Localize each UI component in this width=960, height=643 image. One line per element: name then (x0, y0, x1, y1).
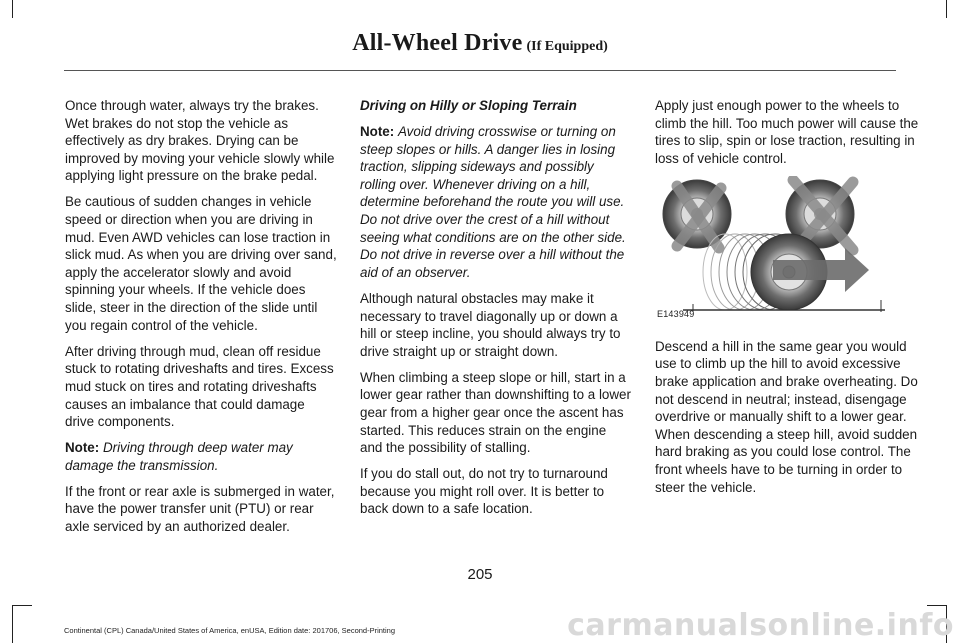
page-header (0, 30, 960, 57)
column-right (655, 97, 929, 505)
note (65, 439, 337, 474)
note-text: Driving through deep water may damage the transmission. (65, 440, 293, 473)
wheel-crossed-left (663, 180, 731, 248)
crop-mark (12, 605, 13, 643)
paragraph: Although natural obstacles may make it necessary to travel diagonally up or down a hill or steep incline, you should always try to drive straight up or straight down. (360, 290, 621, 359)
paragraph: If you do stall out, do not try to turnaround because you might roll over. It is better to back down to a safe location. (360, 466, 608, 517)
page-title: All-Wheel Drive (352, 30, 523, 56)
paragraph: If the front or rear axle is submerged in water, have the power transfer unit (PTU) or rear axle serviced by an authorized dealer. (65, 483, 335, 535)
note-label: Note: (360, 124, 395, 140)
note-label: Note: (65, 440, 100, 456)
figure-code: E143949 (657, 309, 695, 320)
paragraph: After driving through mud, clean off residue stuck to rotating driveshafts and tires. Excess mud stuck on tires and rotating driveshafts causes an imbalance that could damage drive components. (65, 343, 334, 430)
footer-edition: Continental (CPL) Canada/United States of America, enUSA, Edition date: 201706, Second-Printing (64, 626, 396, 635)
crop-mark (12, 605, 32, 606)
crop-mark (12, 0, 13, 18)
header-rule (64, 70, 896, 71)
column-left (65, 97, 337, 544)
paragraph: Apply just enough power to the wheels to climb the hill. Too much power will cause the tires to slip, spin or lose traction, resulting in loss of vehicle control. (655, 98, 919, 166)
paragraph: Be cautious of sudden changes in vehicle speed or direction when you are driving in mud. Even AWD vehicles can lose traction in slick mud. As when you are driving over sand, apply the accelerator slowly and avoid spinning your wheels. If the vehicle does slide, steer in the direction of the slide until you regain control of the vehicle. (65, 194, 337, 333)
paragraph: Descend a hill in the same gear you would use to climb up the hill to avoid excessive brake application and brake overheating. Do not descend in neutral; instead, disengage overdrive or manually shift to a lower gear. When descending a steep hill, avoid sudden hard braking as you could lose control. The front wheels have to be turning in order to steer the vehicle. (655, 338, 918, 495)
crop-mark (946, 0, 947, 18)
page-subtitle: (If Equipped) (526, 39, 608, 54)
crop-mark (927, 605, 947, 606)
paragraph: Once through water, always try the brakes. Wet brakes do not stop the vehicle as effectively as dry brakes. Drying can be improved by moving your vehicle slowly while applying light pressure on the brake pedal. (65, 98, 335, 184)
note-text: Avoid driving crosswise or turning on steep slopes or hills. A danger lies in losing traction, slipping sideways and possibly rolling over. Whenever driving on a hill, determine beforehand the route you will use. Do not drive over the crest of a hill without seeing what conditions are on the other side. Do not drive in reverse over a hill without the aid of an observer. (360, 124, 626, 280)
wheel-illustration (655, 176, 913, 326)
watermark: carmanualsonline.info (567, 608, 954, 643)
page-number: 205 (467, 566, 493, 583)
paragraph: When climbing a steep slope or hill, start in a lower gear rather than downshifting to a lower gear from a higher gear once the ascent has started. This reduces strain on the engine and the possibility of stalling. (360, 369, 631, 456)
column-middle (360, 97, 632, 527)
section-heading: Driving on Hilly or Sloping Terrain (360, 98, 577, 113)
note (360, 123, 632, 281)
hill-descent-illustration (655, 176, 913, 326)
